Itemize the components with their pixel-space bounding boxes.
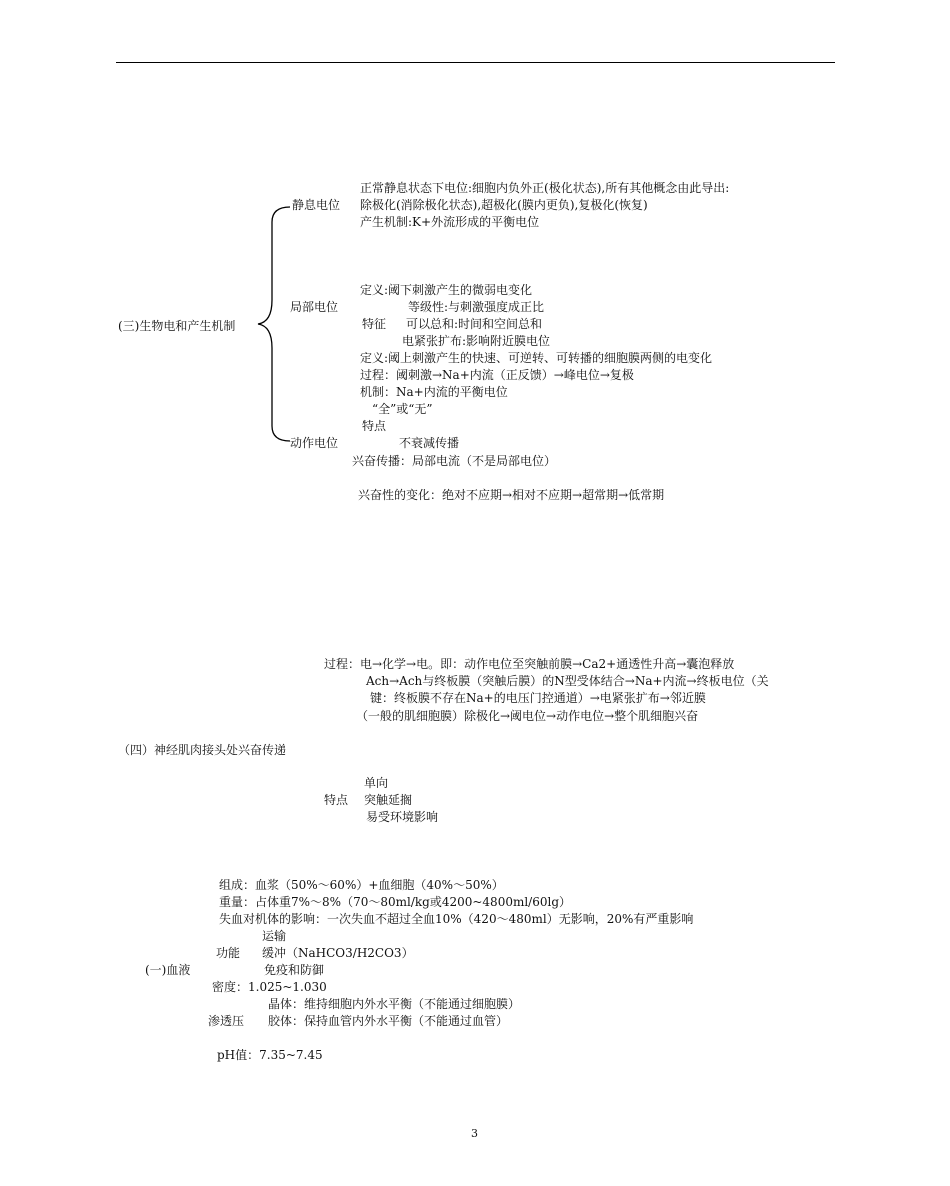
resting-line-3: 产生机制:K+外流形成的平衡电位 <box>360 215 540 229</box>
action-process: 过程：阈刺激→Na+内流（正反馈）→峰电位→复极 <box>360 368 634 382</box>
blood-loss: 失血对机体的影响：一次失血不超过全血10%（420～480ml）无影响，20%有严重影响 <box>219 912 694 926</box>
action-conduction: 兴奋传播：局部电流（不是局部电位） <box>352 454 557 468</box>
nmj-process-1: 过程：电→化学→电。即：动作电位至突触前膜→Ca2+通透性升高→囊泡释放 <box>324 657 735 671</box>
nmj-process-4: （一般的肌细胞膜）除极化→阈电位→动作电位→整个肌细胞兴奋 <box>356 709 699 723</box>
action-definition: 定义:阈上刺激产生的快速、可逆转、可转播的细胞膜两侧的电变化 <box>360 351 713 365</box>
local-feature-3: 电紧张扩布:影响附近膜电位 <box>402 334 551 348</box>
nmj-process-3: 键：终板膜不存在Na+的电压门控通道）→电紧张扩布→邻近膜 <box>370 691 706 705</box>
blood-function-label: 功能 <box>216 946 241 960</box>
nmj-feature-3: 易受环境影响 <box>366 810 439 824</box>
local-feature-label: 特征 <box>362 317 387 331</box>
local-feature-2: 可以总和:时间和空间总和 <box>406 317 543 331</box>
blood-function-3: 免疫和防御 <box>264 963 325 977</box>
local-definition: 定义:阈下刺激产生的微弱电变化 <box>360 283 533 297</box>
action-no-decrement: 不衰减传播 <box>399 436 460 450</box>
nmj-feature-1: 单向 <box>364 776 389 790</box>
resting-line-1: 正常静息状态下电位:细胞内负外正(极化状态),所有其他概念由此导出: <box>360 181 730 195</box>
label-local-potential: 局部电位 <box>290 300 339 314</box>
blood-function-1: 运输 <box>262 929 287 943</box>
blood-ph: pH值：7.35~7.45 <box>217 1048 323 1062</box>
blood-function-2: 缓冲（NaHCO3/H2CO3） <box>262 946 414 960</box>
section-heading-nmj: （四）神经肌肉接头处兴奋传递 <box>118 743 287 757</box>
action-all-or-none: “全”或“无” <box>372 402 433 416</box>
nmj-feature-label: 特点 <box>324 793 349 807</box>
blood-weight: 重量：占体重7%～8%（70～80ml/kg或4200~4800ml/60lg） <box>219 895 572 909</box>
blood-osmotic-label: 渗透压 <box>208 1014 245 1028</box>
blood-composition: 组成：血浆（50%～60%）+血细胞（40%～50%） <box>219 878 504 892</box>
action-excitability: 兴奋性的变化：绝对不应期→相对不应期→超常期→低常期 <box>358 488 665 502</box>
label-action-potential: 动作电位 <box>290 436 339 450</box>
blood-crystal-osmotic: 晶体：维持细胞内外水平衡（不能通过细胞膜） <box>268 997 521 1011</box>
blood-colloid-osmotic: 胶体：保持血管内外水平衡（不能通过血管） <box>268 1014 509 1028</box>
resting-line-2: 除极化(消除极化状态),超极化(膜内更负),复极化(恢复) <box>360 198 648 212</box>
blood-density: 密度：1.025~1.030 <box>212 980 327 994</box>
page-number: 3 <box>471 1127 478 1140</box>
local-feature-1: 等级性:与刺激强度成正比 <box>408 300 545 314</box>
section-heading-bioelectric: (三)生物电和产生机制 <box>118 319 236 333</box>
label-resting-potential: 静息电位 <box>292 198 341 212</box>
nmj-process-2: Ach→Ach与终板膜（突触后膜）的N型受体结合→Na+内流→终板电位（关 <box>366 674 769 688</box>
nmj-feature-2: 突触延搁 <box>364 793 413 807</box>
action-mechanism: 机制：Na+内流的平衡电位 <box>360 385 508 399</box>
section-heading-blood: (一)血液 <box>145 963 191 977</box>
action-feature-label: 特点 <box>362 419 387 433</box>
